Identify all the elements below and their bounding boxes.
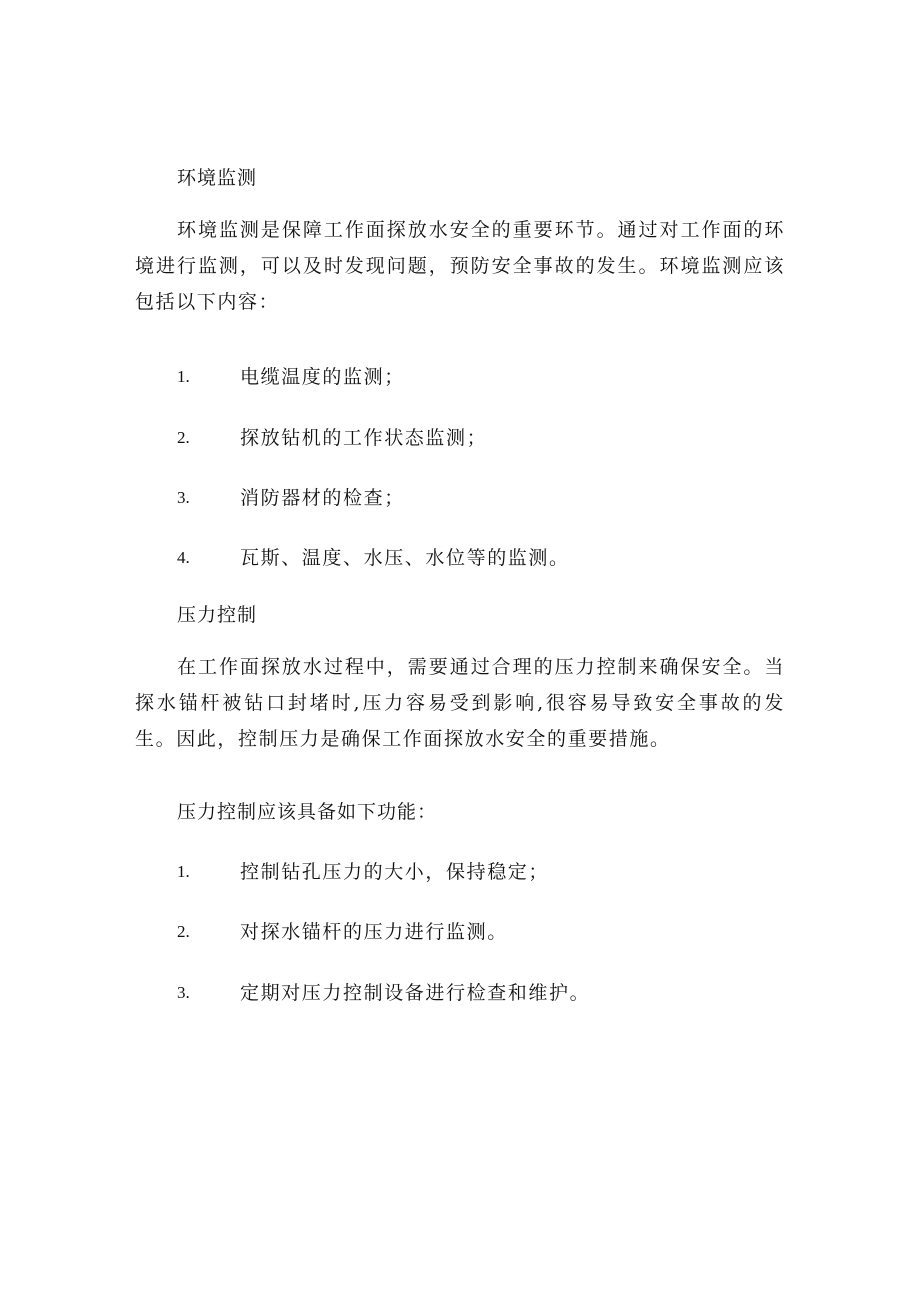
list-item-number: 3. bbox=[177, 488, 190, 507]
list-item-text: 对探水锚杆的压力进行监测。 bbox=[240, 921, 508, 943]
section-heading-environment-monitoring: 环境监测 bbox=[177, 167, 258, 189]
section-heading-pressure-control: 压力控制 bbox=[177, 604, 258, 626]
list-item-number: 2. bbox=[177, 922, 190, 941]
list-item-number: 1. bbox=[177, 862, 190, 881]
list-item-text: 瓦斯、温度、水压、水位等的监测。 bbox=[240, 547, 570, 569]
paragraph-environment-monitoring: 环境监测是保障工作面探放水安全的重要环节。通过对工作面的环境进行监测，可以及时发现问题，预防安全事故的发生。环境监测应该包括以下内容： bbox=[135, 219, 785, 313]
list-item-number: 4. bbox=[177, 548, 190, 567]
list-item-text: 电缆温度的监测； bbox=[240, 366, 405, 388]
list-item-text: 控制钻孔压力的大小，保持稳定； bbox=[240, 861, 550, 883]
list-item-number: 2. bbox=[177, 428, 190, 447]
subheading-pressure-control-functions: 压力控制应该具备如下功能： bbox=[177, 801, 438, 823]
list-item-text: 定期对压力控制设备进行检查和维护。 bbox=[240, 982, 591, 1004]
list-item-number: 3. bbox=[177, 983, 190, 1002]
list-item-text: 消防器材的检查； bbox=[240, 487, 405, 509]
list-item-text: 探放钻机的工作状态监测； bbox=[240, 427, 488, 449]
list-item-number: 1. bbox=[177, 367, 190, 386]
paragraph-pressure-control: 在工作面探放水过程中，需要通过合理的压力控制来确保安全。当探水锚杆被钻口封堵时,压力容易受到影响,很容易导致安全事故的发生。因此，控制压力是确保工作面探放水安全的重要措施。 bbox=[135, 656, 785, 750]
